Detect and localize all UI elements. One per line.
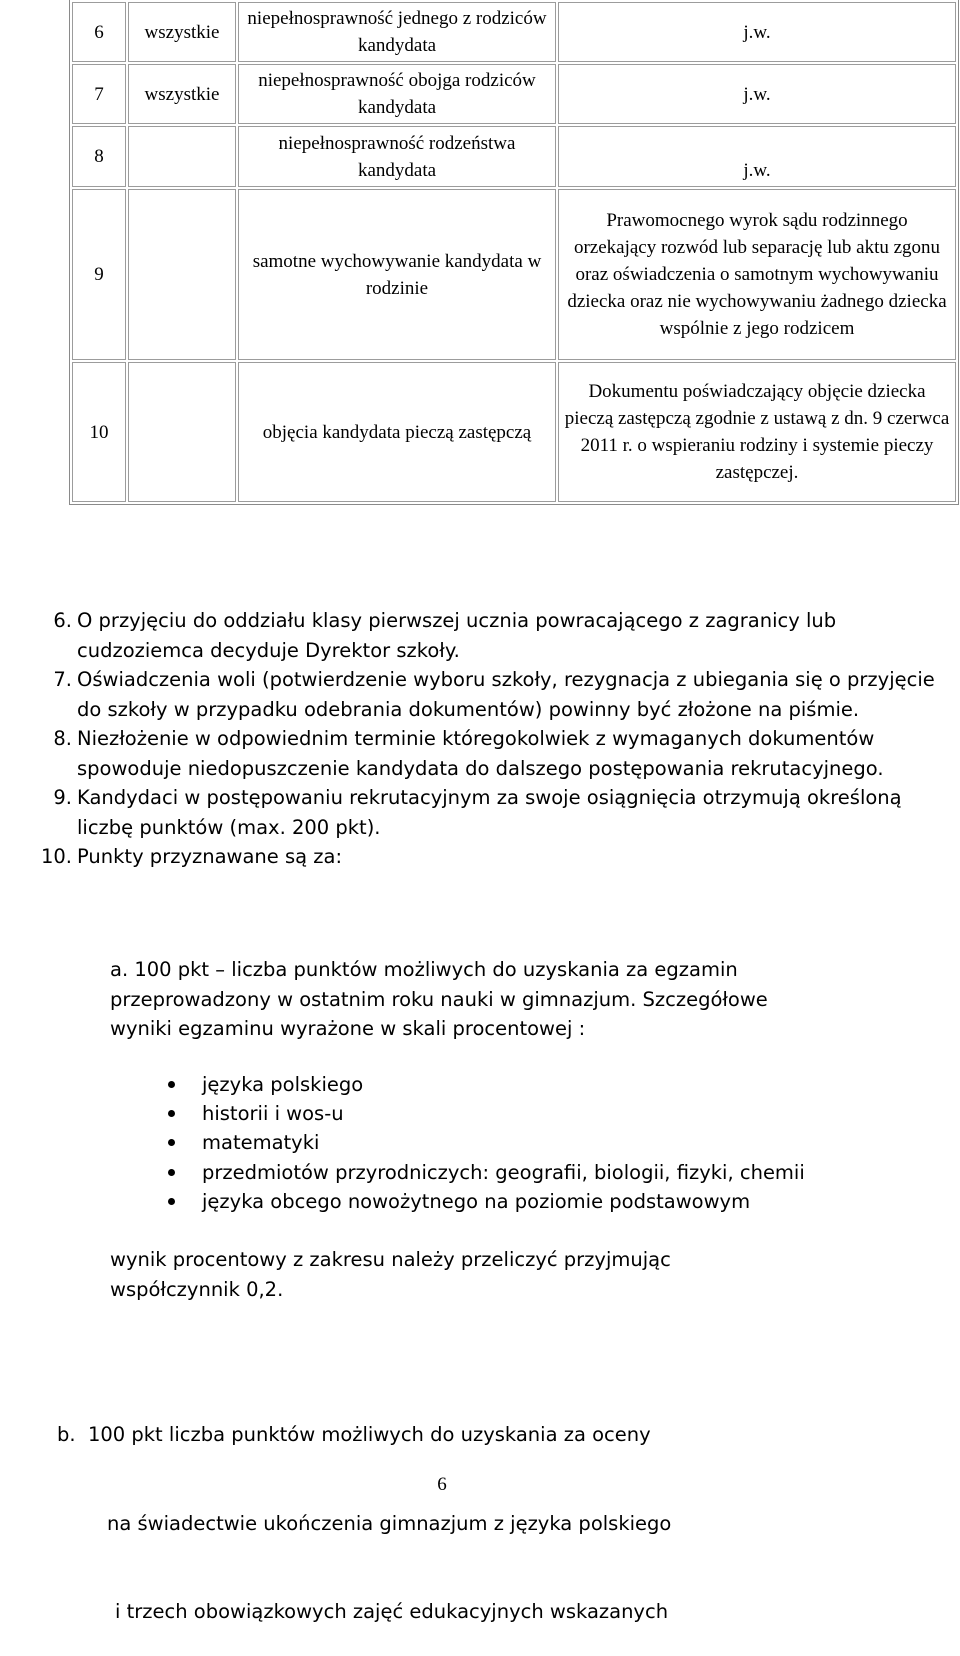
page-number: 6 [437, 1474, 447, 1495]
point-a-line: przeprowadzony w ostatnim roku nauki w gimnazjum. Szczegółowe [110, 987, 768, 1011]
row-scope [128, 362, 236, 502]
subject-text: matematyki [202, 1131, 320, 1155]
rule-item [0, 606, 960, 665]
bullet-icon [168, 1198, 175, 1205]
row-document: j.w. [558, 64, 956, 124]
row-number: 6 [72, 2, 126, 62]
rule-item [0, 783, 960, 842]
rule-number: 10. [40, 845, 72, 868]
rule-number: 8. [53, 727, 72, 750]
table-row [72, 126, 956, 187]
list-item [160, 1128, 805, 1157]
conversion-line: współczynnik 0,2. [110, 1277, 284, 1301]
rule-text: Oświadczenia woli (potwierdzenie wyboru szkoły, rezygnacja z ubiegania się o przyjęcie do szkoły w przypadku odebrania dokumentów) powinny być złożone na piśmie. [77, 668, 935, 721]
criteria-table-wrapper [69, 0, 959, 505]
rule-item [0, 724, 960, 783]
rule-text: O przyjęciu do oddziału klasy pierwszej ucznia powracającego z zagranicy lub cudzoziemca decyduje Dyrektor szkoły. [77, 609, 837, 662]
rule-number: 7. [53, 668, 72, 691]
bullet-icon [168, 1139, 175, 1146]
row-number: 10 [72, 362, 126, 502]
rule-item [0, 665, 960, 724]
row-criterion: samotne wychowywanie kandydata w rodzinie [238, 189, 556, 360]
rule-number: 9. [53, 786, 72, 809]
point-a-line: wyniki egzaminu wyrażone w skali procentowej : [110, 1017, 586, 1040]
conversion-paragraph [110, 1245, 671, 1304]
point-b-line: b. 100 pkt liczba punktów możliwych do uzyskania za oceny [57, 1423, 651, 1446]
row-number: 9 [72, 189, 126, 360]
row-criterion: niepełnosprawność jednego z rodziców kandydata [238, 2, 556, 62]
row-scope: wszystkie [128, 2, 236, 62]
subject-text: historii i wos-u [202, 1102, 344, 1126]
list-item [160, 1187, 805, 1216]
point-b-paragraph [57, 1361, 671, 1656]
rule-number: 6. [53, 609, 72, 632]
row-criterion: objęcia kandydata pieczą zastępczą [238, 362, 556, 502]
point-b-line: na świadectwie ukończenia gimnazjum z języka polskiego [107, 1511, 672, 1535]
row-scope [128, 189, 236, 360]
row-document: Prawomocnego wyrok sądu rodzinnego orzekający rozwód lub separację lub aktu zgonu oraz oświadczenia o samotnym wychowywaniu dziecka oraz nie wychowywaniu żadnego dziecka wspólnie z jego rodzicem [558, 189, 956, 360]
bullet-icon [168, 1081, 175, 1088]
row-document: Dokumentu poświadczający objęcie dziecka pieczą zastępczą zgodnie z ustawą z dn. 9 czerwca 2011 r. o wspieraniu rodziny i systemie pieczy zastępczej. [558, 362, 956, 502]
conversion-line: wynik procentowy z zakresu należy przeliczyć przyjmując [110, 1248, 671, 1271]
rule-text: Punkty przyznawane są za: [77, 845, 343, 868]
rule-text: Kandydaci w postępowaniu rekrutacyjnym za swoje osiągnięcia otrzymują określoną liczbę punktów (max. 200 pkt). [77, 786, 902, 839]
rules-list [0, 606, 960, 872]
point-b-line: i trzech obowiązkowych zajęć edukacyjnych wskazanych [115, 1600, 669, 1623]
subject-text: języka polskiego [202, 1073, 364, 1096]
subject-text: języka obcego nowożytnego na poziomie podstawowym [202, 1189, 751, 1213]
list-item [160, 1158, 805, 1187]
bullet-icon [168, 1110, 175, 1117]
row-scope: wszystkie [128, 64, 236, 124]
point-a-line: a. 100 pkt – liczba punktów możliwych do uzyskania za egzamin [110, 958, 738, 981]
table-row [72, 362, 956, 502]
bullet-icon [168, 1169, 175, 1176]
row-document: j.w. [558, 2, 956, 62]
row-criterion: niepełnosprawność rodzeństwa kandydata [238, 126, 556, 187]
table-row [72, 189, 956, 360]
rule-text: Niezłożenie w odpowiednim terminie któregokolwiek z wymaganych dokumentów spowoduje niedopuszczenie kandydata do dalszego postępowania rekrutacyjnego. [77, 727, 884, 780]
subject-text: przedmiotów przyrodniczych: geografii, biologii, fizyki, chemii [202, 1160, 805, 1184]
criteria-table [69, 0, 959, 505]
list-item [160, 1099, 805, 1128]
row-number: 8 [72, 126, 126, 187]
row-criterion: niepełnosprawność obojga rodziców kandydata [238, 64, 556, 124]
rule-item [0, 842, 960, 872]
row-number: 7 [72, 64, 126, 124]
row-document: j.w. [558, 126, 956, 187]
list-item [160, 1070, 805, 1099]
point-a-paragraph [110, 955, 768, 1044]
subjects-list [160, 1070, 805, 1216]
row-scope [128, 126, 236, 187]
table-row [72, 2, 956, 62]
table-row [72, 64, 956, 124]
